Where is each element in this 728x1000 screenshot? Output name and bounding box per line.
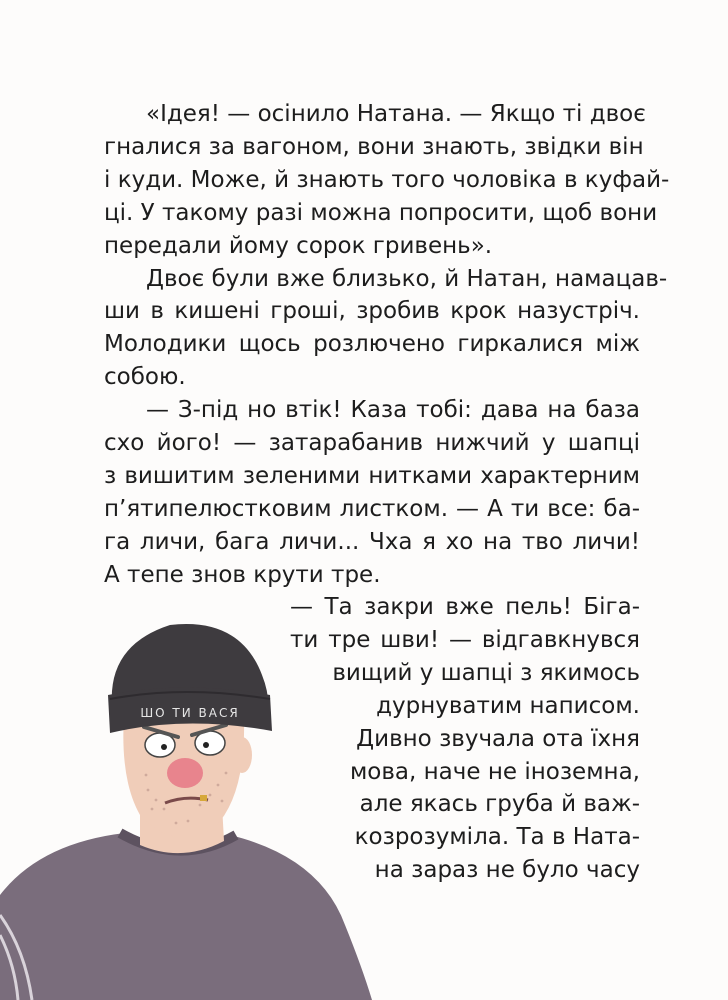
thug-illustration xyxy=(0,595,400,1000)
nose xyxy=(167,758,203,788)
paragraph-2 xyxy=(104,263,668,395)
text-line: п’ятипелюстковим листком. — А ти все: ба- xyxy=(104,495,640,522)
paragraph-1 xyxy=(104,98,670,263)
gold-tooth xyxy=(200,795,207,801)
ear xyxy=(232,737,252,773)
paragraph-3 xyxy=(104,394,640,591)
text-line: — Та закри вже пель! Біга- xyxy=(290,594,640,620)
text-line: мова, наче не іноземна, xyxy=(349,758,640,785)
sweater xyxy=(0,833,372,1000)
text-line: козрозуміла. Та в Ната- xyxy=(354,824,640,851)
right-pupil xyxy=(203,742,209,748)
text-line: передали йому сорок гривень». xyxy=(104,232,493,259)
text-line: ці. У такому разі можна попросити, щоб вони xyxy=(104,199,658,226)
text-line: дурнуватим написом. xyxy=(376,692,640,719)
text-line: — З-під но втік! Каза тобі: дава на база xyxy=(146,397,640,424)
hat-text: ШО ТИ ВАСЯ xyxy=(140,706,240,720)
text-line: на зараз не було часу xyxy=(374,857,640,884)
text-line: собою. xyxy=(104,364,186,391)
text-line: Двоє були вже близько, й Натан, намацав- xyxy=(146,265,668,292)
text-line: га личи, бага личи... Чха я хо на тво личи! xyxy=(104,528,640,555)
text-line: і куди. Може, й знають того чоловіка в куфай- xyxy=(104,166,670,193)
text-line: ши в кишені гроші, зробив крок назустріч. xyxy=(104,298,640,325)
text-line: з вишитим зеленими нитками характерним xyxy=(104,462,640,489)
text-line: «Ідея! — осінило Натана. — Якщо ті двоє xyxy=(146,101,646,127)
text-line: вищий у шапці з якимось xyxy=(332,659,640,686)
text-line: гналися за вагоном, вони знають, звідки він xyxy=(104,133,644,160)
text-line: А тепе знов крути тре. xyxy=(104,561,381,588)
text-line: Дивно звучала ота їхня xyxy=(356,725,640,752)
left-pupil xyxy=(161,744,167,750)
text-line: Молодики щось розлючено гиркалися між xyxy=(104,331,640,358)
text-line: але якась груба й важ- xyxy=(359,791,640,818)
main-text xyxy=(104,98,670,592)
text-line: ти тре шви! — відгавкнувся xyxy=(290,626,640,653)
text-line: схо його! — затарабанив нижчий у шапці xyxy=(104,430,640,457)
